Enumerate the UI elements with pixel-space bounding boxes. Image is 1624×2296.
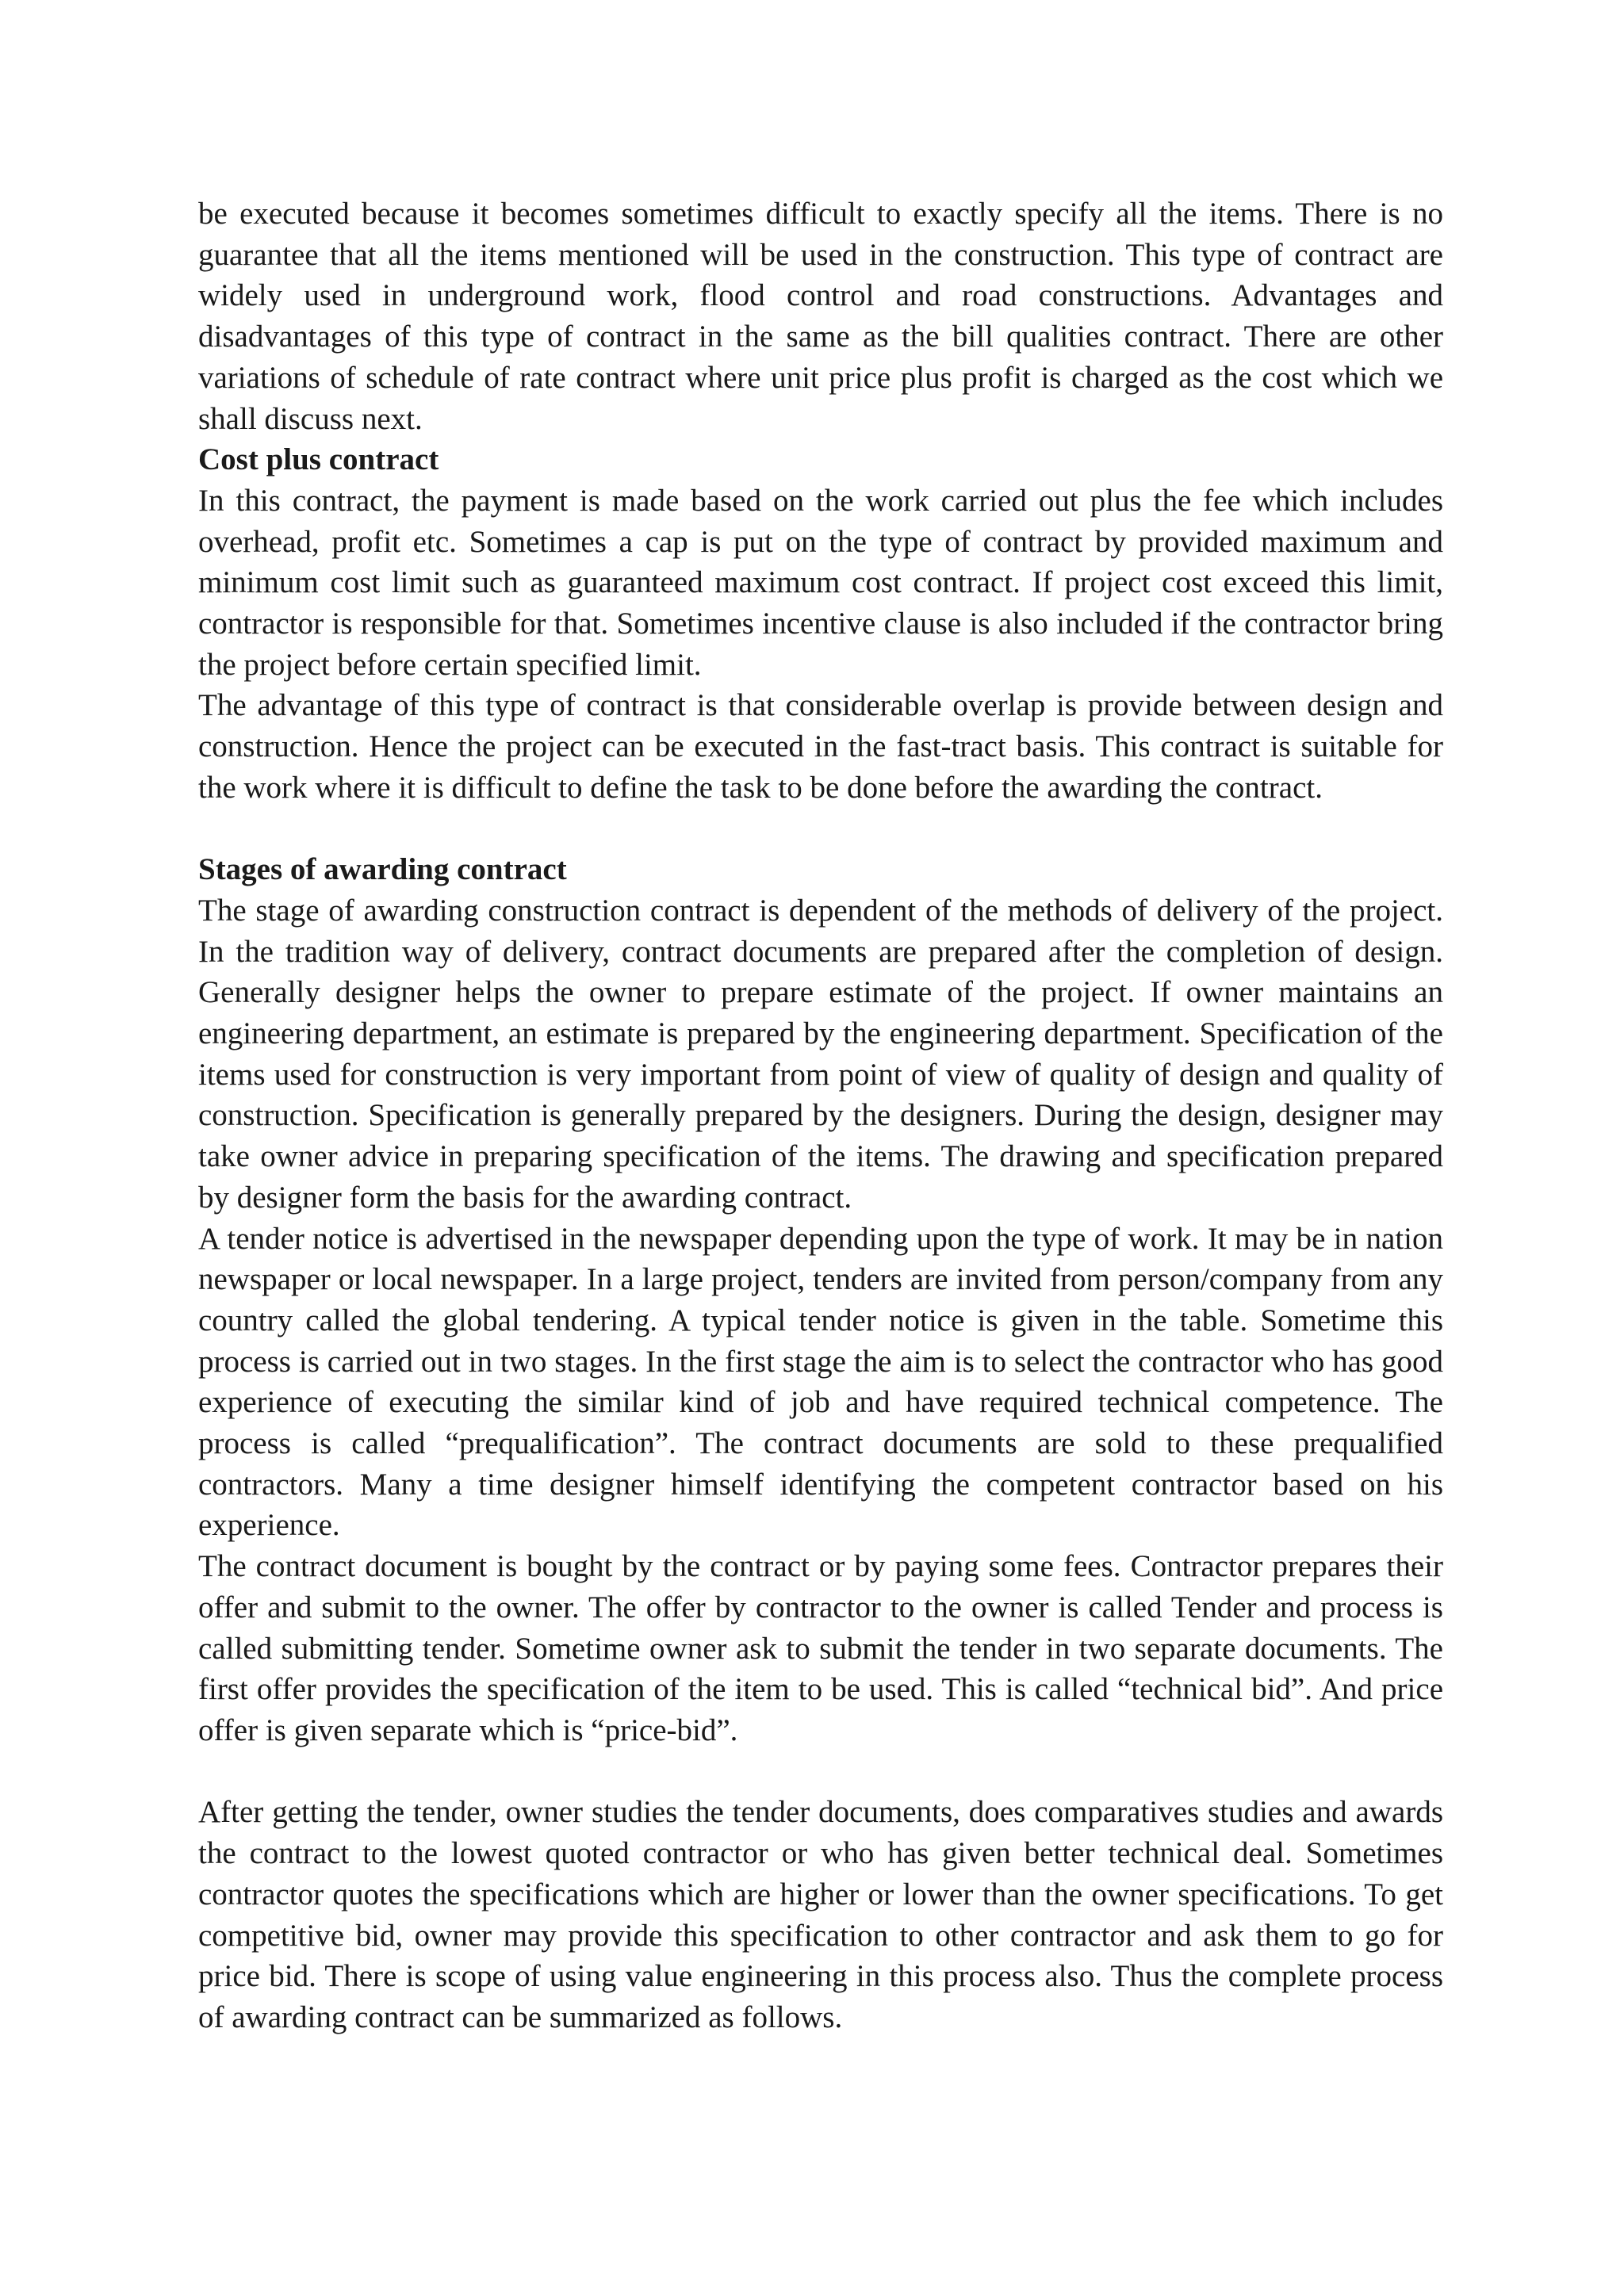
paragraph-after-tender: After getting the tender, owner studies the tender documents, does comparatives studies and awards the contract to the lowest quoted contractor or who has given better technical deal. Sometimes contractor quotes the specifications which are higher or lower than the owner specifications. To get competitive bid, owner may provide this specification to other contractor and ask them to go for price bid. There is scope of using value engineering in this process also. Thus the complete process of awarding contract can be summarized as follows. [198, 1795, 1443, 2034]
heading-cost-plus-contract: Cost plus contract [198, 442, 439, 477]
paragraph-cost-plus-description: In this contract, the payment is made based on the work carried out plus the fee which includes overhead, profit etc. Sometimes a cap is put on the type of contract by provided maximum and minimum cost limit such as guaranteed maximum cost contract. If project cost exceed this limit, contractor is responsible for that. Sometimes incentive clause is also included if the contractor bring the project before certain specified limit. [198, 483, 1443, 682]
heading-stages-of-awarding-contract: Stages of awarding contract [198, 852, 567, 887]
paragraph-tender-notice: A tender notice is advertised in the newspaper depending upon the type of work. It may be in nation newspaper or local newspaper. In a large project, tenders are invited from person/company from any country called the global tendering. A typical tender notice is given in the table. Sometime this process is carried out in two stages. In the first stage the aim is to select the contractor who has good experience of executing the similar kind of job and have required technical competence. The process is called “prequalification”. The contract documents are sold to these prequalified contractors. Many a time designer himself identifying the competent contractor based on his experience. [198, 1221, 1443, 1543]
paragraph-stages-description: The stage of awarding construction contract is dependent of the methods of delivery of the project. In the tradition way of delivery, contract documents are prepared after the completion of design. Generally designer helps the owner to prepare estimate of the project. If owner maintains an engineering department, an estimate is prepared by the engineering department. Specification of the items used for construction is very important from point of view of quality of design and quality of construction. Specification is generally prepared by the designers. During the design, designer may take owner advice in preparing specification of the items. The drawing and specification prepared by designer form the basis for the awarding contract. [198, 893, 1443, 1215]
paragraph-contract-document: The contract document is bought by the contract or by paying some fees. Contractor prepares their offer and submit to the owner. The offer by contractor to the owner is called Tender and process is called submitting tender. Sometime owner ask to submit the tender in two separate documents. The first offer provides the specification of the item to be used. This is called “technical bid”. And price offer is given separate which is “price-bid”. [198, 1549, 1443, 1747]
paragraph-cost-plus-advantage: The advantage of this type of contract is that considerable overlap is provide between design and construction. Hence the project can be executed in the fast-tract basis. This contract is suitable for the work where it is difficult to define the task to be done before the awarding the contract. [198, 688, 1443, 805]
paragraph-schedule-of-rate-continued: be executed because it becomes sometimes difficult to exactly specify all the items. There is no guarantee that all the items mentioned will be used in the construction. This type of contract are widely used in underground work, flood control and road constructions. Advantages and disadvantages of this type of contract in the same as the bill qualities contract. There are other variations of schedule of rate contract where unit price plus profit is charged as the cost which we shall discuss next. [198, 197, 1443, 436]
paragraph-spacer [198, 1751, 1443, 1793]
document-page [198, 193, 1443, 2038]
paragraph-spacer [198, 809, 1443, 850]
